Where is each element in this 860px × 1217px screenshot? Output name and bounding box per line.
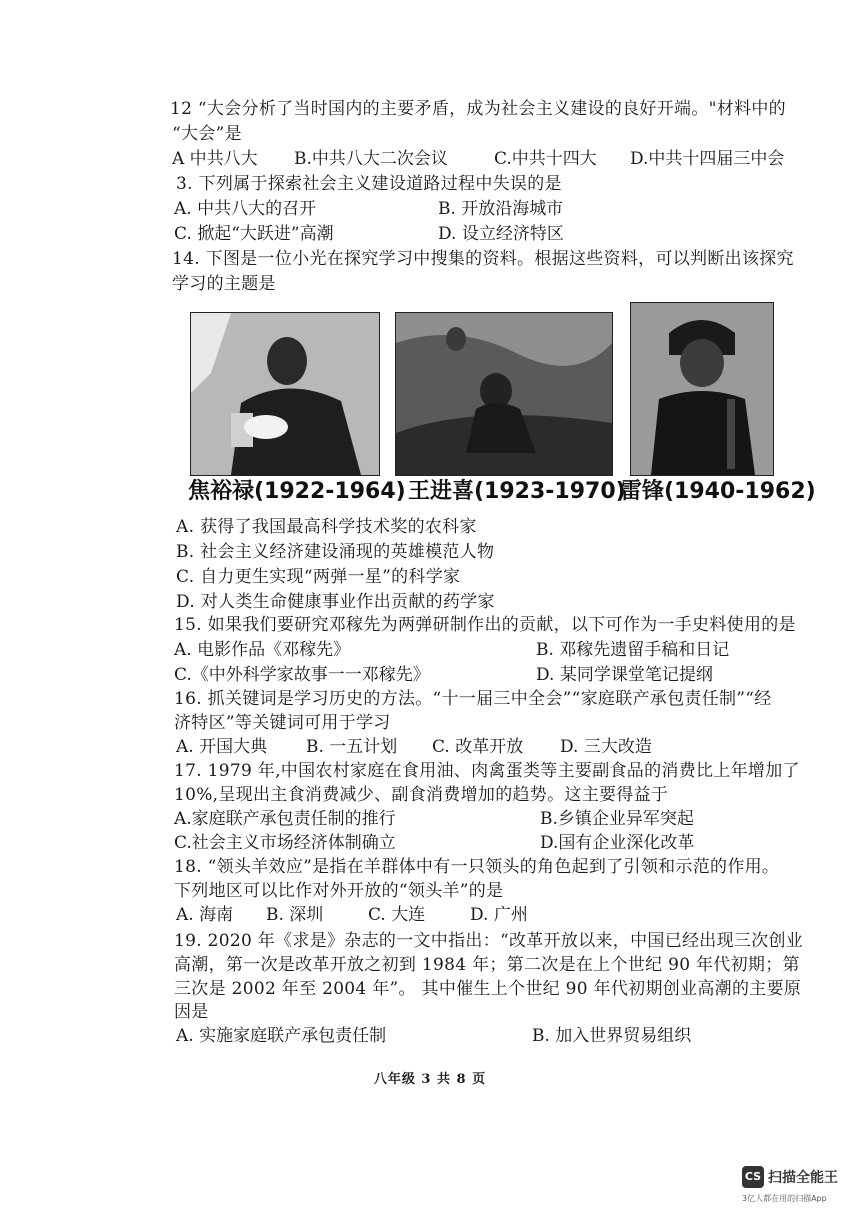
q17-stem-line1: 17. 1979 年,中国农村家庭在食用油、肉禽蛋类等主要副食品的消费比上年增加了: [174, 761, 800, 781]
q12-option-d: D.中共十四届三中会: [630, 149, 785, 169]
q15-option-c: C.《中外科学家故事一一邓稼先》: [174, 665, 430, 685]
photo-lei-feng: [630, 302, 774, 476]
caption-lei-feng: 雷锋(1940-1962): [620, 479, 816, 504]
caption-jiao-yulu: 焦裕禄(1922-1964): [188, 479, 406, 504]
q16-stem-line1: 16. 抓关键词是学习历史的方法。“十一届三中全会”“家庭联产承包责任制”“经: [174, 689, 772, 709]
q16-option-d: D. 三大改造: [560, 737, 652, 757]
photo-wang-jinxi: [395, 312, 613, 476]
q16-option-b: B. 一五计划: [306, 737, 398, 757]
q17-option-d: D.国有企业深化改革: [540, 833, 695, 853]
q13-option-a: A. 中共八大的召开: [174, 199, 317, 219]
q13-option-d: D. 设立经济特区: [438, 224, 564, 244]
q12-option-a: A 中共八大: [172, 149, 258, 169]
watermark-app-name: 扫描全能王: [768, 1170, 838, 1186]
q18-stem-line2: 下列地区可以比作对外开放的“领头羊”的是: [174, 881, 504, 901]
page-footer: 八年级 3 共 8 页: [373, 1072, 487, 1087]
q18-stem-line1: 18. “领头羊效应”是指在羊群体中有一只领头的角色起到了引领和示范的作用。: [174, 857, 780, 877]
q18-option-c: C. 大连: [368, 905, 426, 925]
q12-stem-line1: 12 “大会分析了当时国内的主要矛盾，成为社会主义建设的良好开端。"材料中的: [170, 99, 786, 119]
q19-option-a: A. 实施家庭联产承包责任制: [176, 1026, 387, 1046]
q12-stem-line2: “大会”是: [172, 124, 242, 144]
q12-option-b: B.中共八大二次会议: [294, 149, 448, 169]
photo-jiao-yulu: [190, 312, 380, 476]
q15-option-b: B. 邓稼先遗留手稿和日记: [536, 640, 730, 660]
q17-option-b: B.乡镇企业异军突起: [540, 809, 694, 829]
caption-wang-jinxi: 王进喜(1923-1970): [408, 479, 626, 504]
q18-option-a: A. 海南: [176, 905, 234, 925]
q13-option-c: C. 掀起“大跃进”高潮: [174, 224, 334, 244]
q14-option-b: B. 社会主义经济建设涌现的英雄模范人物: [176, 542, 495, 562]
q14-option-a: A. 获得了我国最高科学技术奖的农科家: [176, 517, 477, 537]
q19-stem-line1: 19. 2020 年《求是》杂志的一文中指出：“改革开放以来，中国已经出现三次创业: [174, 931, 804, 951]
q16-option-a: A. 开国大典: [176, 737, 268, 757]
q13-stem: 3. 下列属于探索社会主义建设道路过程中失误的是: [176, 174, 562, 194]
portrait-image: [396, 313, 612, 475]
q16-option-c: C. 改革开放: [432, 737, 524, 757]
q12-option-c: C.中共十四大: [494, 149, 597, 169]
q14-stem-line1: 14. 下图是一位小光在探究学习中搜集的资料。根据这些资料，可以判断出该探究: [172, 249, 794, 269]
portrait-image: [191, 313, 379, 475]
q17-stem-line2: 10%,呈现出主食消费减少、副食消费增加的趋势。这主要得益于: [174, 785, 669, 805]
q18-option-b: B. 深圳: [266, 905, 324, 925]
q16-stem-line2: 济特区”等关键词可用于学习: [174, 713, 391, 733]
q15-option-a: A. 电影作品《邓稼先》: [174, 640, 351, 660]
q18-option-d: D. 广州: [470, 905, 528, 925]
q14-option-c: C. 自力更生实现“两弹一星”的科学家: [176, 567, 461, 587]
watermark-tagline: 3亿人都在用的扫描App: [742, 1194, 827, 1203]
q19-stem-line3: 三次是 2002 年至 2004 年”。 其中催生上个世纪 90 年代初期创业高潮的主要原: [174, 979, 802, 999]
q17-option-c: C.社会主义市场经济体制确立: [174, 833, 396, 853]
q17-option-a: A.家庭联产承包责任制的推行: [174, 809, 396, 829]
q19-stem-line4: 因是: [174, 1002, 209, 1022]
q13-option-b: B. 开放沿海城市: [438, 199, 564, 219]
q14-option-d: D. 对人类生命健康事业作出贡献的药学家: [176, 592, 495, 612]
q15-option-d: D. 某同学课堂笔记提纲: [536, 665, 713, 685]
q19-option-b: B. 加入世界贸易组织: [532, 1026, 692, 1046]
q15-stem: 15. 如果我们要研究邓稼先为两弹研制作出的贡献，以下可作为一手史料使用的是: [174, 615, 796, 635]
q14-stem-line2: 学习的主题是: [172, 274, 276, 294]
camscanner-logo-icon: CS: [742, 1166, 764, 1188]
portrait-image: [631, 303, 773, 475]
q19-stem-line2: 高潮，第一次是改革开放之初到 1984 年；第二次是在上个世纪 90 年代初期；第: [174, 955, 800, 975]
